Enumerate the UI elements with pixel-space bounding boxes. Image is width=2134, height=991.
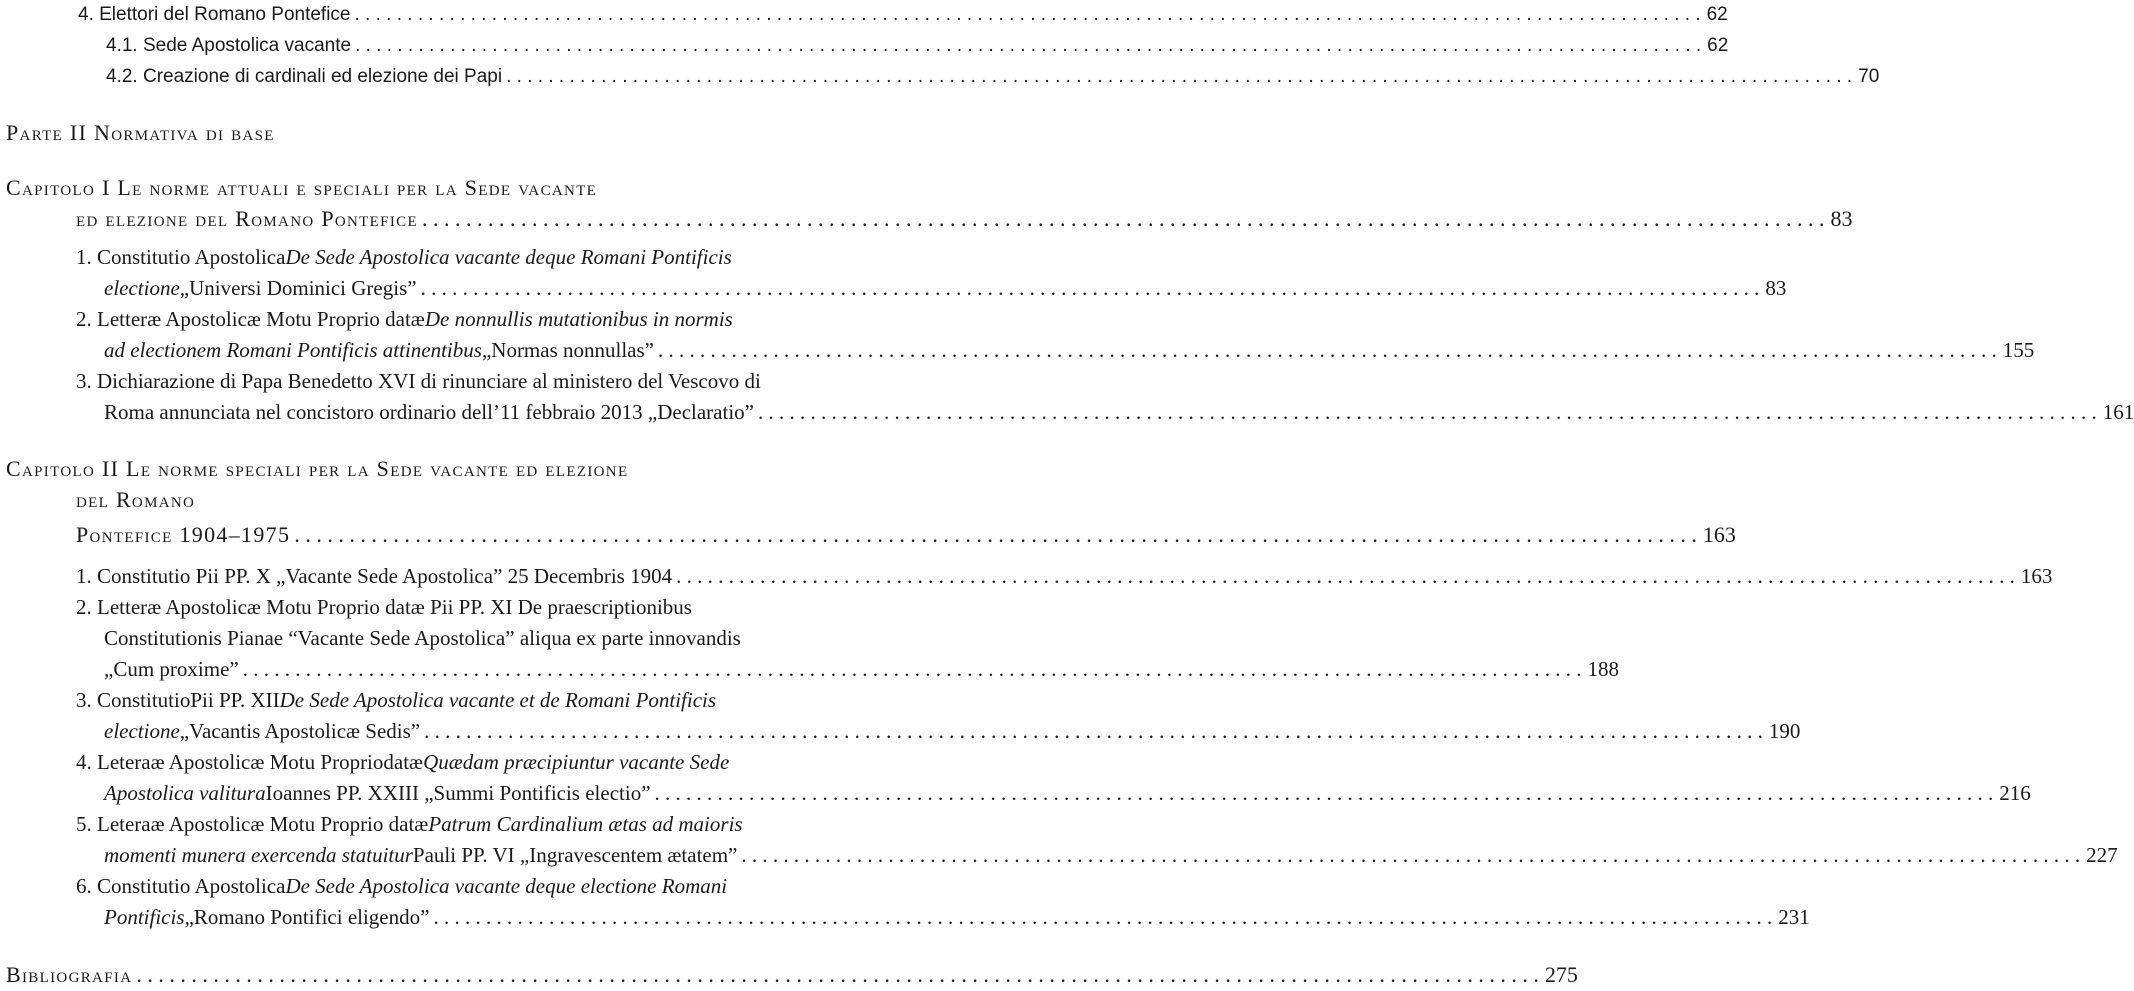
toc-leader-dots — [429, 902, 1772, 932]
toc-entry-title: 4.2. Creazione di cardinali ed elezione dei Papi — [106, 66, 503, 87]
toc-page-number: 216 — [1999, 781, 2031, 805]
toc-entry: 6. Constitutio Apostolica De Sede Apostolica vacante deque electione Romani — [76, 874, 728, 898]
toc-entry[interactable]: „Cum proxime” . . . 188 — [0, 654, 958, 684]
toc-entry: 1. Constitutio Apostolica De Sede Apostolica vacante deque Romani Pontificis — [76, 245, 732, 269]
toc-page-number: 231 — [1778, 905, 1810, 929]
toc-page-number: 70 — [1858, 66, 1880, 87]
toc-leader-dots — [351, 0, 1701, 30]
toc-leader-dots — [654, 335, 1997, 365]
toc-entry[interactable] — [0, 62, 1880, 92]
toc-leader-dots — [290, 520, 1697, 550]
toc-entry[interactable]: electione „Vacantis Apostolicæ Sedis” . . . 190 — [0, 716, 958, 746]
toc-entry: 2. Letteræ Apostolicæ Motu Proprio datæ Pii PP. XI De praescriptionibus — [76, 595, 692, 619]
toc-entry: 2. Letteræ Apostolicæ Motu Proprio datæ De nonnullis mutationibus in normis — [76, 307, 733, 331]
toc-leader-dots — [754, 397, 2097, 427]
toc-entry: 3. Dichiarazione di Papa Benedetto XVI di rinunciare al ministero del Vescovo di — [76, 369, 761, 393]
toc-page-number: 275 — [1544, 962, 1578, 987]
toc-entry[interactable]: ad electionem Romani Pontificis attinentibus „Normas nonnullas” . . . 155 — [0, 335, 958, 365]
toc-entry: 4. Leteraæ Apostolicæ Motu Propriodatæ Quædam præcipiuntur vacante Sede — [76, 750, 730, 774]
part-heading: Parte II Normativa di base — [6, 120, 275, 145]
toc-leader-dots — [239, 654, 1582, 684]
toc-leader-dots — [132, 960, 1539, 990]
chapter-heading-continued[interactable]: ed elezione del Romano Pontefice . . . 83 — [0, 204, 958, 234]
toc-leader-dots — [420, 716, 1763, 746]
toc-entry: 3. ConstitutioPii PP. XII De Sede Apostolica vacante et de Romani Pontificis — [76, 688, 717, 712]
toc-page-number: 163 — [2020, 564, 2053, 588]
toc-entry[interactable]: momenti munera exercenda statuitur Pauli PP. VI „Ingravescentem ætatem” . . . 227 — [0, 840, 958, 870]
toc-entry[interactable]: Apostolica valitura Ioannes PP. XXIII „Summi Pontificis electio” . . . 216 — [0, 778, 958, 808]
chapter-heading: Capitolo I Le norme attuali e speciali per la Sede vacante — [6, 175, 598, 200]
chapter-heading-continued: del Romano — [76, 487, 196, 512]
chapter-heading: Capitolo II Le norme speciali per la Sede vacante ed elezione — [6, 456, 629, 481]
toc-entry[interactable]: Pontificis „Romano Pontifici eligendo” . . . 231 — [0, 902, 958, 932]
toc-page-number: 62 — [1707, 35, 1729, 56]
toc-page-number: 227 — [2086, 843, 2118, 867]
toc-entry: Constitutionis Pianae “Vacante Sede Apostolica” aliqua ex parte innovandis — [104, 626, 741, 650]
toc-page-number: 188 — [1587, 657, 1619, 681]
toc-entry-title: 4.1. Sede Apostolica vacante — [106, 35, 352, 56]
toc-entry[interactable] — [0, 0, 1728, 30]
toc-leader-dots — [351, 31, 1701, 61]
bibliography-entry[interactable]: Bibliografia . . . 275 — [0, 960, 964, 990]
toc-leader-dots — [651, 778, 1994, 808]
toc-entry[interactable]: Roma annunciata nel concistoro ordinario dell’11 febbraio 2013 „Declaratio” . . . 161 — [0, 397, 958, 427]
toc-page-number: 62 — [1706, 4, 1728, 25]
toc-page-number: 83 — [1830, 206, 1853, 231]
toc-page-number: 190 — [1768, 719, 1801, 743]
toc-entry[interactable]: 1. Constitutio Pii PP. X „Vacante Sede Apostolica” 25 Decembris 1904 . . . 163 — [0, 561, 958, 591]
toc-entry[interactable]: electione „Universi Dominici Gregis” . . . 83 — [0, 273, 958, 303]
toc-leader-dots — [737, 840, 2080, 870]
toc-entry: 5. Leteraæ Apostolicæ Motu Proprio datæ Patrum Cardinalium ætas ad maioris — [76, 812, 743, 836]
toc-leader-dots — [417, 273, 1760, 303]
toc-leader-dots — [672, 561, 2015, 591]
toc-leader-dots — [502, 62, 1852, 92]
toc-leader-dots — [418, 204, 1825, 234]
toc-page-number: 83 — [1765, 276, 1787, 300]
toc-entry-title: 4. Elettori del Romano Pontefice — [78, 4, 351, 25]
toc-page-number: 161 — [2102, 400, 2134, 424]
toc-page-number: 163 — [1702, 522, 1736, 547]
toc-page-number: 155 — [2002, 338, 2035, 362]
toc-entry[interactable] — [0, 31, 1729, 61]
chapter-heading-continued[interactable]: Pontefice 1904–1975 . . . 163 — [0, 520, 958, 550]
